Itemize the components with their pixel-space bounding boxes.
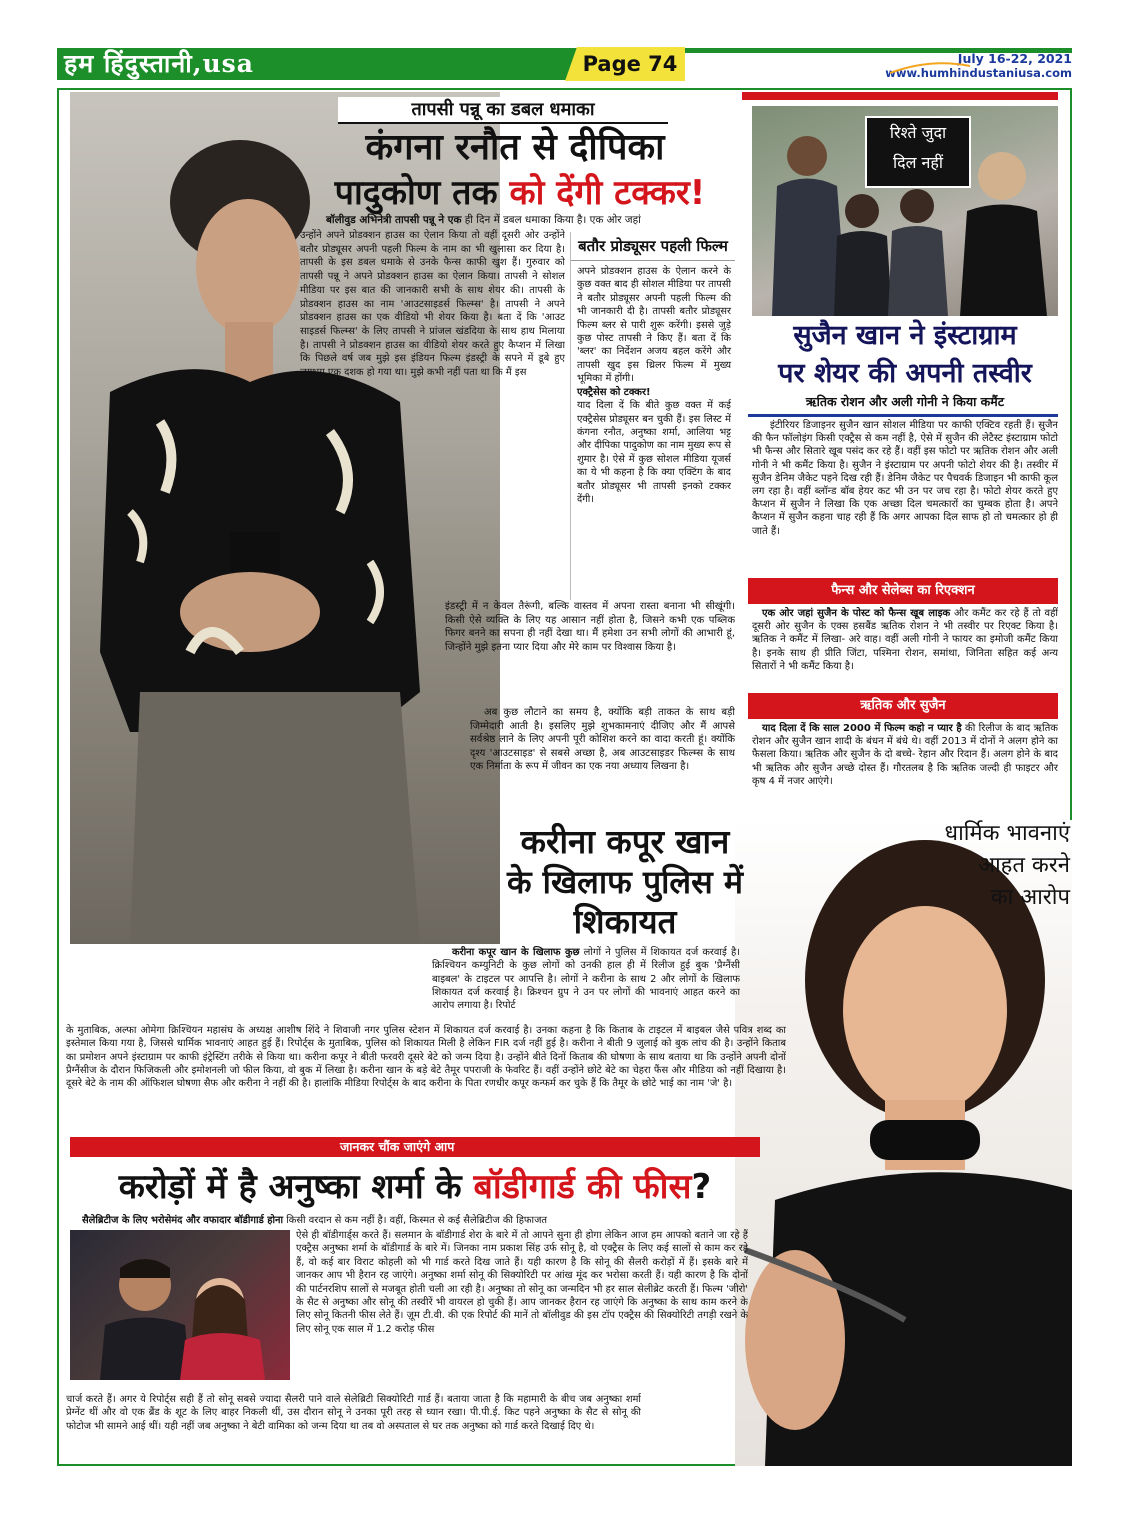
taapsee-producer-box xyxy=(570,232,735,600)
kareena-tag-line2: आहत करने xyxy=(978,853,1070,878)
kareena-headline-line3: शिकायत xyxy=(573,902,677,941)
anushka-lead-bold: सैलेब्रिटीज के लिए भरोसेमंद और वफादार बॉडीगार्ड होना xyxy=(82,1215,284,1226)
sussanne-section3-bar xyxy=(748,693,1058,719)
anushka-full-box xyxy=(66,1393,641,1461)
kareena-body: के मुताबिक, अल्फा ओमेगा क्रिश्चियन महासंघ के अध्यक्ष आशीष शिंदे ने शिवाजी नगर पुलिस स्टेशन में शिकायत दर्ज करवाई है। उनका कहना है कि किताब के टाइटल में बाइबल जैसे पवित्र शब्द का इस्तेमाल किया गया है, जिससे धार्मिक भावनाएं आहत हुई हैं। रिपोर्ट्स के मुताबिक, पुलिस को शिकायत मिली है लेकिन FIR दर्ज नहीं हुई है। करीना ने बीती 9 जुलाई को बुक लांच की है। उन्होंने किताब का प्रमोशन अपने इंस्टाग्राम पर काफी इंट्रेस्टिंग तरीके से किया था। करीना कपूर ने बीती फरवरी दूसरे बेटे को जन्म दिया है। उन्होंने बीते दिनों किताब की घोषणा के साथ बताया था कि उन्होंने अपनी दोनों प्रैग्नैंसीज के दौरान फिजिकली और इमोशनली जो फील किया, वो बुक में लिखा है। करीना खान के बड़े बेटे तैमूर पपराजी के फेवरिट हैं। वहीं उन्होंने छोटे बेटे का चेहरा फैंस और मीडिया को नहीं दिखाया है। दूसरे बेटे के नाम की ऑफिशल घोषणा सैफ और करीना ने नहीं की है। हालांकि मीडिया रिपोर्ट्स के बाद करीना के पिता रणधीर कपूर कन्फर्म कर चुके हैं कि तैमूर के छोटे भाई का नाम 'जे' है। xyxy=(66,1025,786,1090)
sussanne-photo xyxy=(752,106,1058,316)
kareena-headline-line2: के खिलाफ पुलिस में xyxy=(506,863,744,901)
kareena-lead: लोगों ने पुलिस में शिकायत दर्ज करवाई है। क्रिश्चियन कम्युनिटी के कुछ लोगों को उनकी हाल ही में रिलीज हुई बुक 'प्रैग्नैंसी बाइबल' के टाइटल पर आपत्ति है। लोगों ने करीना के साथ 2 और लोगों के खिलाफ शिकायत दर्ज करवाई है। क्रिश्चन ग्रुप ने उन पर लोगों की भावनाएं आहत करने का आरोप लगाया है। रिपोर्ट xyxy=(432,947,740,1012)
sussanne-subhead: ऋतिक रोशन और अली गोनी ने किया कमैंट xyxy=(805,394,1005,409)
sussanne-section2-bar xyxy=(748,578,1058,604)
sussanne-caption-line2: दिल नहीं xyxy=(892,153,944,172)
taapsee-box-subhead: एक्ट्रैसेस को टक्कर! xyxy=(577,386,651,398)
sussanne-para1-box xyxy=(752,419,1058,575)
taapsee-para2: इंडस्ट्री में न केवल तैरूंगी, बल्कि वास्तव में अपना रास्ता बनाना भी सीखूंगी। किसी ऐसे व्यक्ति के लिए यह आसान नहीं होता है, जिसने कभी एक पब्लिक फिगर बनने का सपना ही नहीं देखा था। मैं हमेशा उन सभी लोगों की आभारी हूं, जिन्होंने मुझे इतना प्यार दिया और मेरे काम पर विश्वास किया है। xyxy=(445,601,735,653)
sussanne-para2-bold: एक ओर जहां सुजैन के पोस्ट को फैन्स खूब लाइक xyxy=(762,608,951,619)
taapsee-para3-column xyxy=(470,706,735,818)
taapsee-box-para1: अपने प्रोडक्शन हाउस के ऐलान करने के कुछ वक्त बाद ही सोशल मीडिया पर तापसी ने बतौर प्रोड्यूसर अपनी पहली फिल्म की भी जानकारी दी है। तापसी बतौर प्रोड्यूसर फिल्म ब्लर से पारी शुरू करेंगी। इससे जुड़े कुछ पोस्ट तापसी ने किए हैं। बता दें कि 'ब्लर' का निर्देशन अजय बहल करेंगे और तापसी खुद इस थ्रिलर फिल्म में मुख्य भूमिका में होंगी। xyxy=(577,266,731,385)
anushka-lead: किसी वरदान से कम नहीं है। वहीं, किस्मत से कई सैलेब्रिटीज की हिफाजत xyxy=(286,1215,548,1226)
website-link[interactable]: www.humhindustaniusa.com xyxy=(885,66,1072,80)
anushka-side-box xyxy=(296,1229,748,1393)
sussanne-para3: की रिलीज के बाद ऋतिक रोशन और सुजैन खान शादी के बंधन में बंधे थे। वहीं 2013 में दोनों ने अलग होने का फैसला किया। ऋतिक और सुजैन के दो बच्चे- रेहान और रिदान हैं। अलग होने के बाद भी ऋतिक और सुजैन अच्छे दोस्त हैं। गौरतलब है कि ऋतिक जल्दी ही फाइटर और कृष 4 में नजर आएंगे। xyxy=(752,723,1058,787)
sussanne-top-bar xyxy=(742,92,1058,100)
taapsee-lead-bold: बॉलीवुड अभिनेत्री तापसी पन्नू ने एक xyxy=(326,214,462,226)
taapsee-headline-black: पादुकोण तक xyxy=(334,173,498,213)
sussanne-para3-box xyxy=(752,722,1058,806)
taapsee-box-para2: याद दिला दें कि बीते कुछ वक्त में कई एक्ट्रैसेस प्रोड्यूसर बन चुकी हैं। इस लिस्ट में कंगना रनौत, अनुष्का शर्मा, आलिया भट्ट और दीपिका पादुकोण का नाम मुख्य रूप से शुमार है। ऐसे में कुछ सोशल मीडिया यूजर्स का ये भी कहना है कि क्या एक्टिंग के बाद बतौर प्रोड्यूसर भी तापसी इनको टक्कर देंगी। xyxy=(577,400,731,506)
sussanne-caption-line1: रिश्ते जुदा xyxy=(889,123,947,142)
kareena-lead-bold: करीना कपूर खान के खिलाफ कुछ xyxy=(452,947,580,958)
taapsee-para1-column xyxy=(300,229,565,589)
masthead-brand: हम हिंदुस्तानी,usa xyxy=(64,49,254,78)
sussanne-para1: इंटीरियर डिजाइनर सुजैन खान सोशल मीडिया पर काफी एक्टिव रहती हैं। सुजैन की फैन फॉलोइंग किसी एक्ट्रैस से कम नहीं है, ऐसे में सुजैन की लेटैस्ट इंस्टाग्राम फोटो भी फैन्स और सितारे खूब पसंद कर रहे हैं। वहीं इस फोटो पर ऋतिक रोशन और अली गोनी ने भी कमैंट किया है। सुजैन ने इंस्टाग्राम पर अपनी फोटो शेयर की है। तस्वीर में सुजैन डेनिम जैकेट पहने दिख रही हैं। डेनिम जैकेट पर पैचवर्क डिजाइन भी काफी कूल लग रहा है। वहीं ब्लॉन्ड बॉब हेयर कट भी उन पर जच रहा है। फोटो शेयर करते हुए कैप्शन में सुजैन ने लिखा कि एक अच्छा दिल चमत्कारों का चुम्बक होता है। अपने कैप्शन में सुजैन कहना चाह रही हैं कि अगर आपका दिल साफ हो तो चमत्कार हो ही जाते हैं। xyxy=(752,420,1058,537)
kareena-headline-line1: करीना कपूर खान xyxy=(520,822,730,861)
kareena-tag-line3: का आरोप xyxy=(990,885,1070,910)
anushka-para-full: चार्ज करते हैं। अगर ये रिपोर्ट्स सही हैं तो सोनू सबसे ज्यादा सैलरी पाने वाले सेलेब्रिटी सिक्योरिटी गार्ड हैं। बताया जाता है कि महामारी के बीच जब अनुष्का शर्मा प्रेग्नेंट थीं और वो एक ब्रैंड के शूट के लिए बाहर निकली थीं, उस दौरान सोनू ने उनका पूरी तरह से ध्यान रखा। पी.पी.ई. किट पहने अनुष्का के सैट से सोनू की फोटोज भी सामने आई थीं। यही नहीं जब अनुष्का ने बेटी वामिका को जन्म दिया था तब वो अस्पताल से घर तक अनुष्का को गार्ड करते दिखाई दिए थे। xyxy=(66,1394,641,1432)
anushka-lead-box xyxy=(82,1214,736,1230)
anushka-headline-red: बॉडीगार्ड की फीस xyxy=(473,1167,692,1207)
sussanne-section2-title: फैन्स और सेलेब्स का रिएक्शन xyxy=(831,583,975,598)
anushka-headline-black: करोड़ों में है अनुष्का शर्मा के xyxy=(118,1167,462,1207)
swoosh-icon xyxy=(890,58,970,78)
issue-date: July 16-22, 2021 xyxy=(957,51,1072,66)
taapsee-lead xyxy=(326,214,731,230)
kareena-tag-line1: धार्मिक भावनाएं xyxy=(944,821,1070,846)
page-number: Page 74 xyxy=(582,52,678,76)
sussanne-para2: और कमैंट कर रहे हैं तो वहीं दूसरी ओर सुजैन के एक्स हसबैंड ऋतिक रोशन ने भी तस्वीर पर रिएक्ट किया है। ऋतिक ने कमैंट में लिखा- अरे वाह। वहीं अली गोनी ने फायर का इमोजी कमैंट किया है। इनके साथ ही प्रीति जिंटा, पश्मिना रोशन, समांथा, जिनिता सहित कई अन्य सितारों ने भी कमैंट किया है। xyxy=(752,608,1058,672)
anushka-headline xyxy=(70,1162,760,1212)
sussanne-para2-box xyxy=(752,607,1058,691)
sussanne-headline-line2: पर शेयर की अपनी तस्वीर xyxy=(778,358,1032,389)
taapsee-headline-red: को देंगी टक्कर! xyxy=(509,173,706,213)
kareena-lead-box xyxy=(432,946,740,1026)
taapsee-headline-line2 xyxy=(300,170,740,216)
anushka-para-side: ऐसे ही बॉडीगार्ड्स करते हैं। सलमान के बॉडीगार्ड शेरा के बारे में तो आपने सुना ही होगा लेकिन आज हम आपको बताने जा रहे हैं एक्ट्रैस अनुष्का शर्मा के बॉडीगार्ड के बारे में। जिनका नाम प्रकाश सिंह उर्फ सोनू है, वो एक्ट्रैस के लिए कई सालों से काम कर रहे हैं, वो कई बार विराट कोहली को भी गार्ड करते दिख जाते हैं। यही कारण है कि सोनू की सैलरी करोड़ों में हैं। इसके बारे में जानकर आप भी हैरान रह जाएंगे। अनुष्का शर्मा सोनू की सिक्योरिटी पर आंख मूंद कर भरोसा करती हैं। यही कारण है कि दोनों की पार्टनरशिप सालों से मजबूत होती चली आ रही है। अनुष्का तो सोनू का जन्मदिन भी हर साल सेलीब्रेट करती हैं। फिल्म 'जीरो' के सैट से अनुष्का और सोनू की तस्वीरें भी वायरल हो चुकी हैं। आप जानकर हैरान रह जाएंगे कि अनुष्का के साथ काम करने के लिए सोनू कितनी फीस लेते हैं। ज़ूम टी.वी. की एक रिपोर्ट की मानें तो बॉलीवुड की इस टॉप एक्ट्रैस की सिक्योरिटी तगड़ी रखने के लिए सोनू एक साल में 1.2 करोड़ फीस xyxy=(296,1230,748,1335)
sussanne-divider xyxy=(748,414,1058,417)
anushka-kicker: जानकर चौंक जाएंगे आप xyxy=(340,1139,455,1154)
sussanne-caption-box xyxy=(865,116,971,188)
taapsee-box-title: बतौर प्रोड्यूसर पहली फिल्म xyxy=(571,232,735,261)
taapsee-headline-line1: कंगना रनौत से दीपिका xyxy=(365,127,665,168)
taapsee-kicker xyxy=(338,97,668,124)
taapsee-lead-text: ही दिन में डबल धमाका किया है। एक ओर जहां xyxy=(464,214,641,226)
anushka-headline-q: ? xyxy=(691,1167,712,1207)
kareena-body-box xyxy=(66,1024,786,1132)
anushka-kicker-bar xyxy=(70,1137,760,1157)
taapsee-para3: अब कुछ लौटाने का समय है, क्योंकि बड़ी ताकत के साथ बड़ी जिम्मेदारी आती है। इसलिए मुझे शुभकामनाएं दीजिए और मैं आपसे सर्वश्रेष्ठ लाने के लिए अपनी पूरी कोशिश करने का वादा करती हूं। क्योंकि दृश्य 'आउटसाइड' से सबसे अच्छा है, अब आउटसाइडर फिल्म्स के साथ एक निर्माता के रूप में जीवन का एक नया अध्याय लिखना है। xyxy=(470,707,735,773)
sussanne-para3-bold: याद दिला दें कि साल 2000 में फिल्म कहो न प्यार है xyxy=(762,723,962,734)
sussanne-section3-title: ऋतिक और सुजैन xyxy=(860,698,946,713)
taapsee-para1: उन्होंने अपने प्रोडक्शन हाउस का ऐलान किया तो वहीं दूसरी ओर उन्होंने बतौर प्रोड्यूसर अपनी पहली फिल्म के नाम का भी खुलासा कर दिया है। तापसी के इस डबल धमाके से उनके फैन्स काफी खुश हैं। गुरुवार को तापसी पन्नू ने अपने प्रोडक्शन हाउस का ऐलान किया। तापसी ने सोशल मीडिया पर इस बात की जानकारी सभी के साथ शेयर की। तापसी के प्रोडक्शन हाउस का नाम 'आउटसाइडर्स फिल्म्स' है। तापसी ने अपने प्रोडक्शन हाउस का एक वीडियो भी शेयर किया है। बता दें कि 'आउट साइडर्स फिल्म्स' के लिए तापसी ने प्रांजल खंडदिया के साथ हाथ मिलाया है। तापसी ने प्रोडक्शन हाउस का वीडियो शेयर करते हुए कैप्शन में लिखा कि पिछले वर्ष जब मुझे इस इंडियन फिल्म इंडस्ट्री के सपने में डूबे हुए लगभग एक दशक हो गया था। मुझे कभी नहीं पता था कि मैं इस xyxy=(300,230,565,379)
taapsee-para2-column xyxy=(445,600,735,708)
anushka-photo xyxy=(70,1230,290,1380)
taapsee-kicker-text: तापसी पन्नू का डबल धमाका xyxy=(411,99,595,120)
anushka-couple-icon xyxy=(70,1230,290,1380)
sussanne-headline-line1: सुजैन खान ने इंस्टाग्राम xyxy=(793,320,1017,351)
kareena-tag xyxy=(900,818,1070,928)
